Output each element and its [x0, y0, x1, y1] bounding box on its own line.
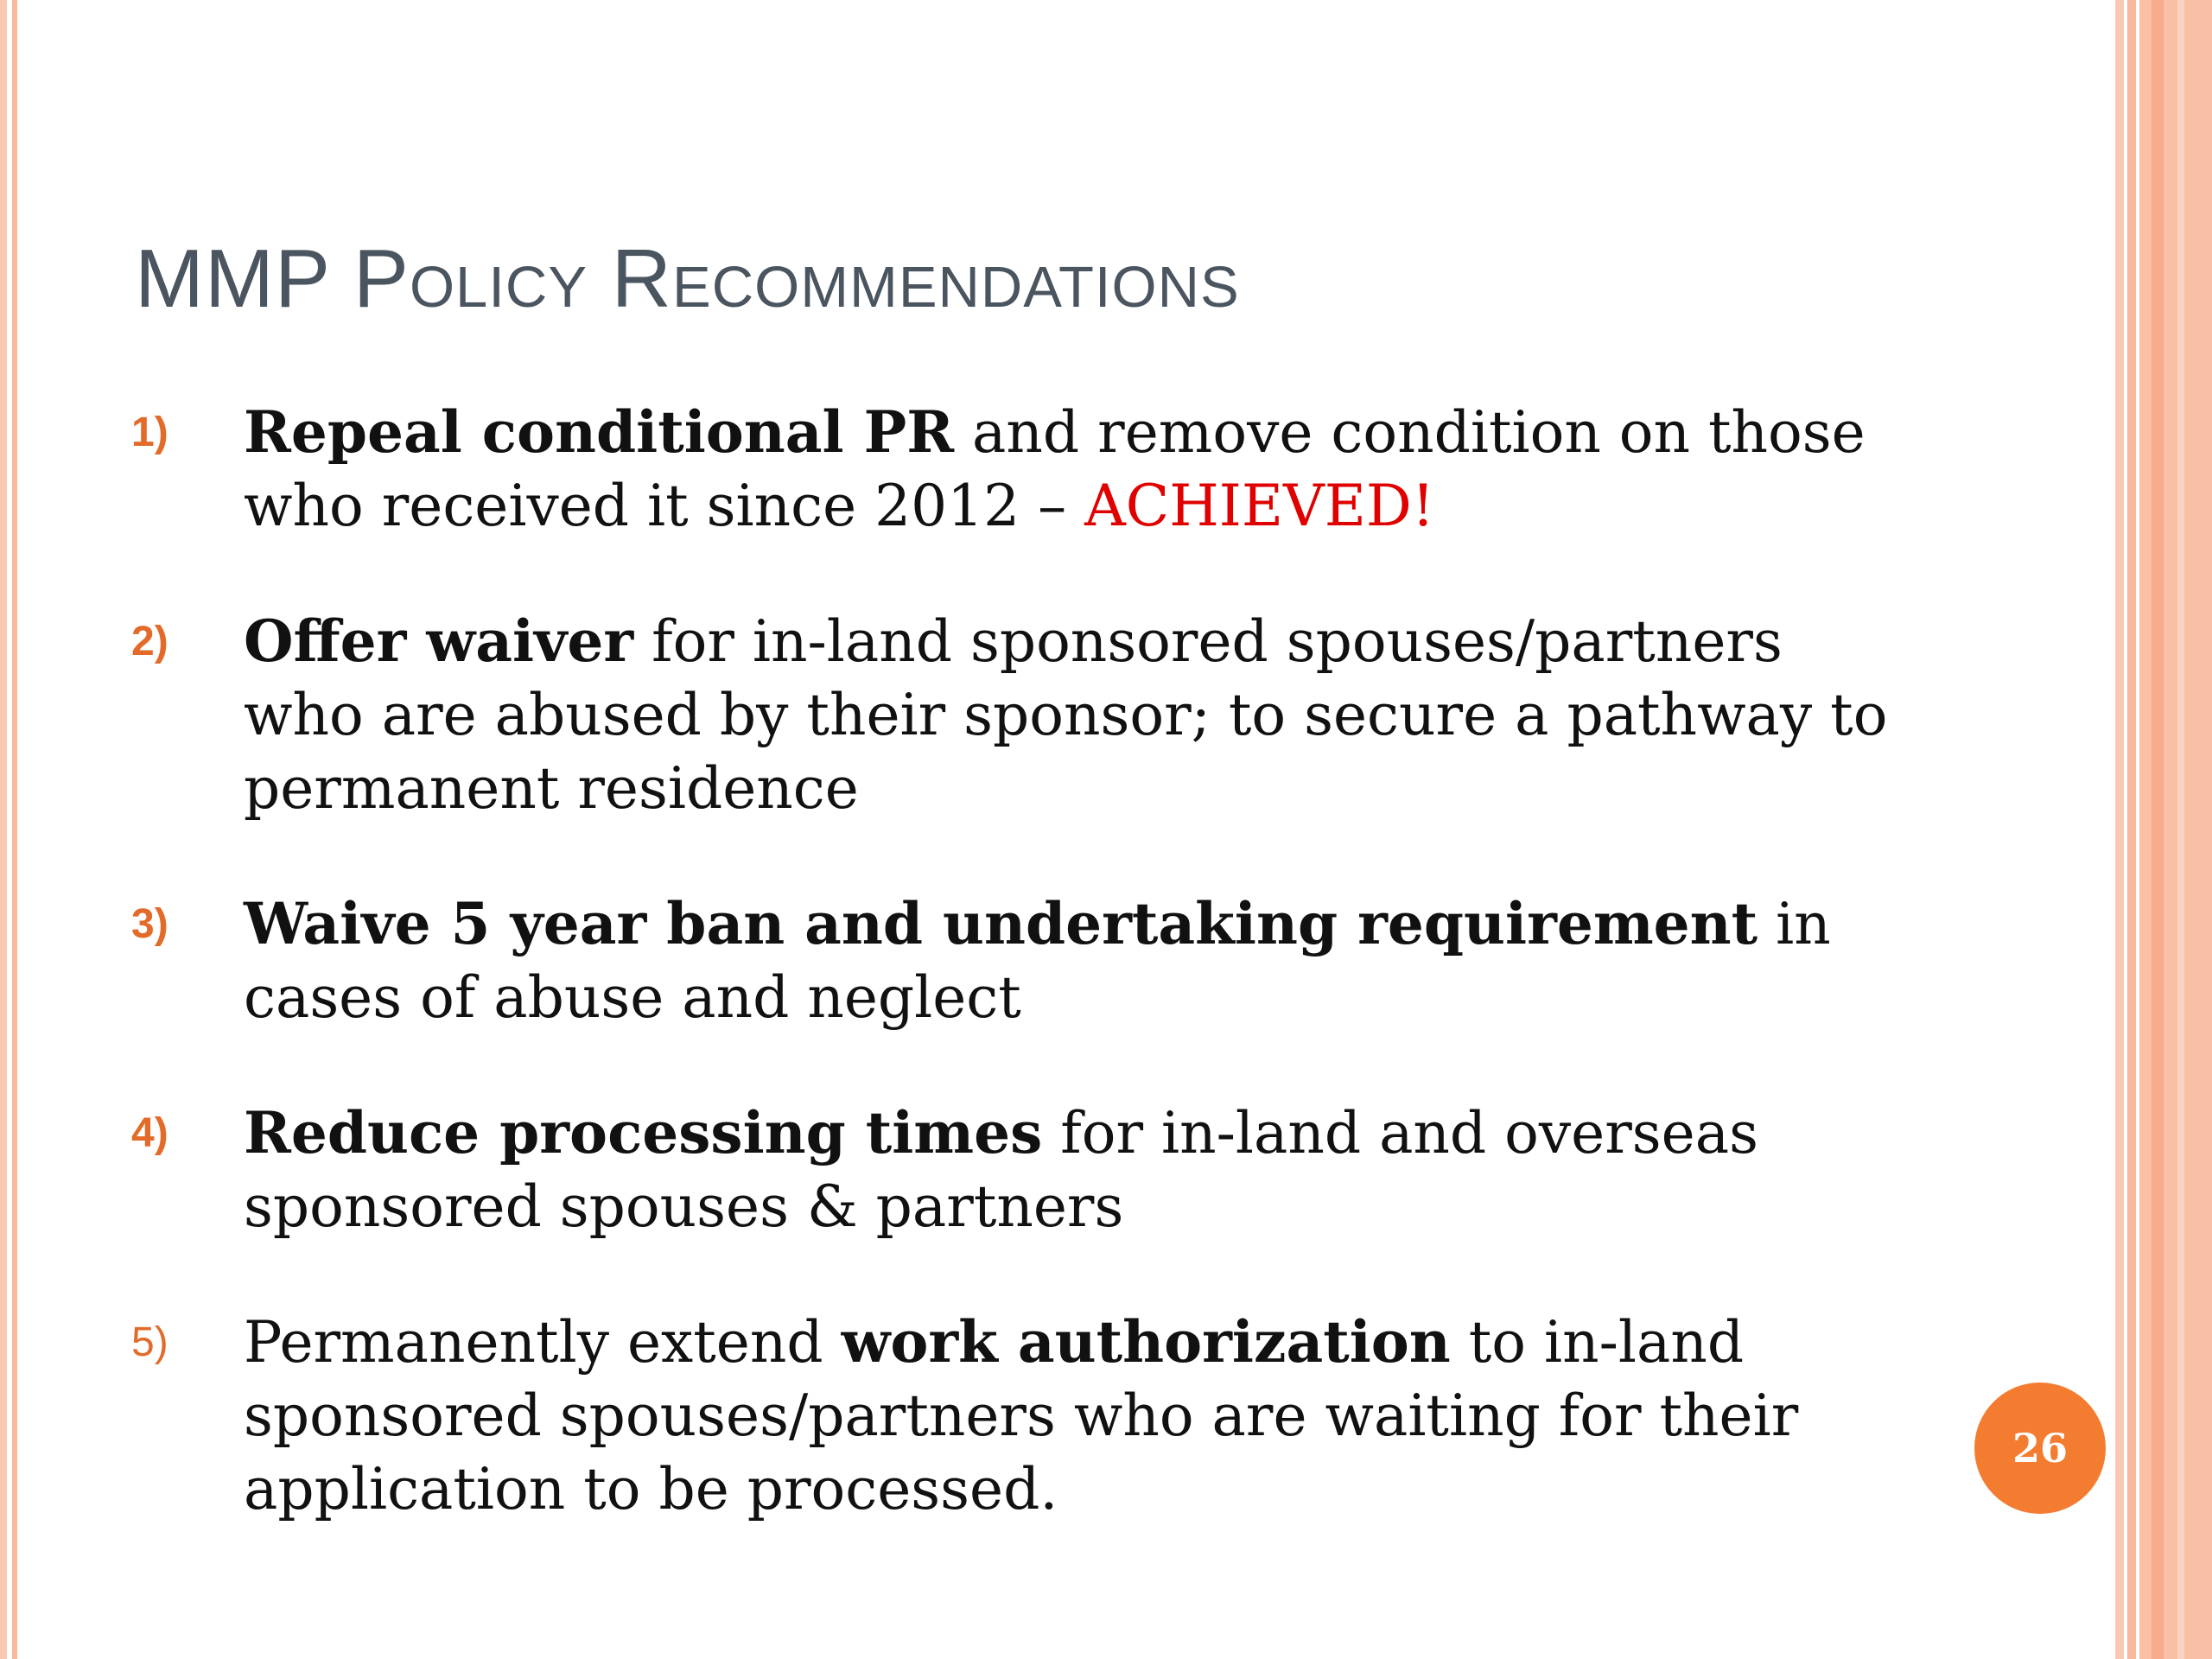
item-text: to in-land sponsored spouses/partners who are waiting for their application to be processed.	[244, 1309, 1799, 1522]
item-number: 4)	[131, 1110, 168, 1156]
recommendation-item-2	[131, 605, 1911, 825]
recommendation-item-5	[131, 1306, 1911, 1526]
item-bold-phrase: work authorization	[841, 1308, 1451, 1376]
item-pre-text: Permanently extend	[244, 1309, 842, 1376]
item-number: 2)	[131, 619, 168, 664]
achieved-highlight: ACHIEVED!	[1084, 473, 1435, 539]
item-bold-lead: Waive 5 year ban and undertaking requirement	[244, 890, 1758, 957]
item-number: 3)	[131, 901, 168, 947]
recommendation-item-4	[131, 1096, 1911, 1243]
page-number-badge: 26	[1974, 1382, 2106, 1514]
item-number: 1)	[131, 410, 168, 455]
right-border-stripe-3	[2152, 0, 2164, 1659]
slide-title: MMP Policy Recommendations	[135, 232, 1240, 325]
item-text: for in-land and overseas sponsored spouses & partners	[244, 1100, 1758, 1240]
item-bold-lead: Reduce processing times	[244, 1099, 1043, 1166]
item-number: 5)	[131, 1319, 168, 1365]
item-text: for in-land sponsored spouses/partners who are abused by their sponsor; to secure a pathway to permanent residence	[244, 608, 1888, 822]
right-border-stripe	[2115, 0, 2124, 1659]
right-border-stripe-2	[2127, 0, 2136, 1659]
item-bold-lead: Repeal conditional PR	[244, 398, 955, 466]
left-border-stripe-inner	[12, 0, 17, 1659]
right-border-band	[2139, 0, 2212, 1659]
item-text: in cases of abuse and neglect	[244, 891, 1831, 1031]
item-text: and remove condition on those who received it since 2012 –	[244, 399, 1866, 539]
recommendation-item-3	[131, 887, 1911, 1034]
recommendation-list	[131, 396, 1911, 1588]
right-border-stripe-4	[2177, 0, 2184, 1659]
left-border-stripe	[0, 0, 7, 1659]
recommendation-item-1	[131, 396, 1911, 543]
item-bold-lead: Offer waiver	[244, 607, 634, 675]
